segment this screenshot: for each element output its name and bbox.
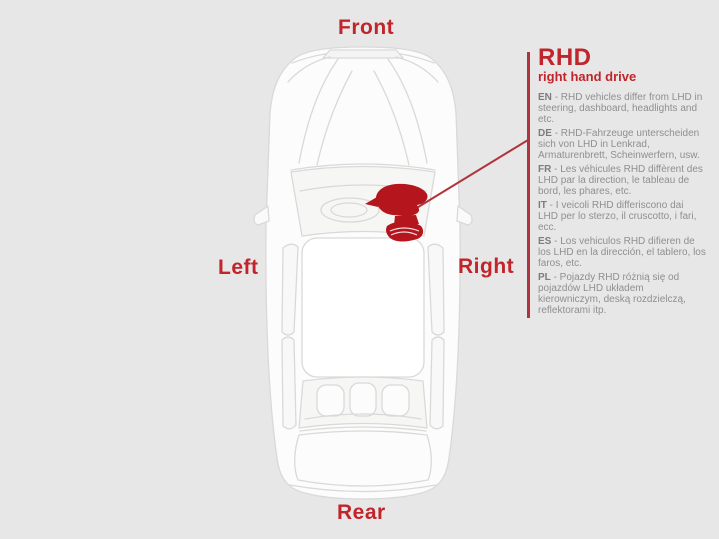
rhd-callout <box>527 46 712 319</box>
lang-code-it: IT <box>538 200 547 211</box>
lang-code-en: EN <box>538 92 552 103</box>
callout-title: RHD <box>538 44 592 71</box>
lang-para-fr <box>538 164 706 197</box>
callout-accent-bar <box>527 52 530 318</box>
lang-para-es <box>538 236 706 269</box>
lang-code-pl: PL <box>538 272 551 283</box>
label-right: Right <box>458 255 515 278</box>
lang-para-it <box>538 200 706 233</box>
lang-para-en <box>538 92 706 125</box>
lang-text-de: - RHD-Fahrzeuge unterscheiden sich von LHD in Lenkrad, Armaturenbrett, Scheinwerfern, usw. <box>538 128 700 161</box>
label-rear: Rear <box>337 501 386 524</box>
label-left: Left <box>218 256 259 279</box>
lang-para-pl <box>538 272 706 316</box>
lang-para-de <box>538 128 706 161</box>
lang-text-pl: - Pojazdy RHD różnią się od pojazdów LHD układem kierowniczym, deską rozdzielczą, reflektorami itp. <box>538 272 686 316</box>
lang-code-de: DE <box>538 128 552 139</box>
lang-code-fr: FR <box>538 164 552 175</box>
lang-text-es: - Los vehiculos RHD difieren de los LHD en la dirección, el tablero, los faros, etc. <box>538 236 706 269</box>
label-front: Front <box>338 16 395 39</box>
car-body <box>254 47 472 499</box>
lang-text-fr: - Les véhicules RHD diffèrent des LHD par la direction, le tableau de bord, les phares, etc. <box>538 164 703 197</box>
lang-text-en: - RHD vehicles differ from LHD in steering, dashboard, headlights and etc. <box>538 92 703 125</box>
lang-text-it: - I veicoli RHD differiscono dai LHD per lo sterzo, il cruscotto, i fari, ecc. <box>538 200 697 233</box>
callout-subtitle: right hand drive <box>538 69 637 84</box>
lang-code-es: ES <box>538 236 552 247</box>
